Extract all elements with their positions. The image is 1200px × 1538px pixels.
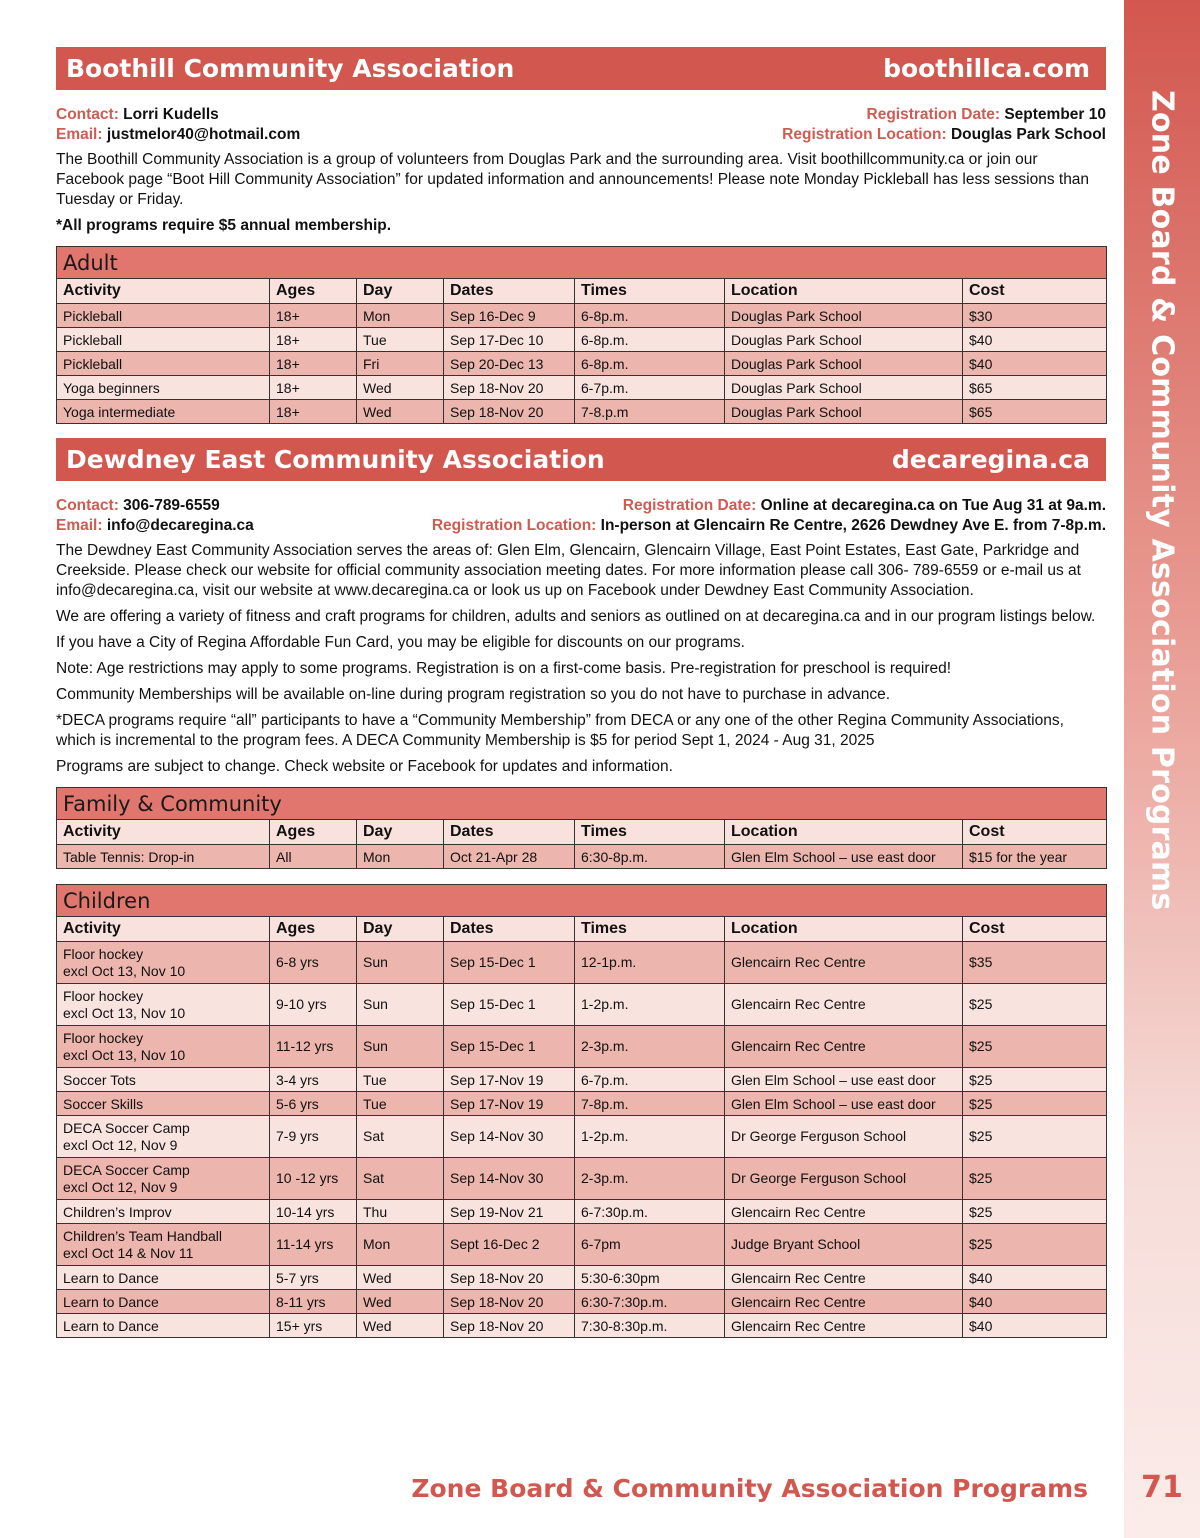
cell-times: 6-8p.m. [575,352,725,376]
cell-cost: $40 [963,352,1107,376]
table-row [57,1200,1107,1224]
cell-ages: All [270,845,357,869]
cell-location: Judge Bryant School [725,1224,963,1266]
column-header: Activity [57,820,270,845]
cell-dates: Sep 16-Dec 9 [444,304,575,328]
cell-day: Sat [357,1158,444,1200]
deca-paragraph: If you have a City of Regina Affordable Fun Card, you may be eligible for discounts on our programs. [56,634,745,651]
boothill-header [56,47,1106,90]
cell-dates: Sep 15-Dec 1 [444,1026,575,1068]
cell-cost: $25 [963,984,1107,1026]
table-row [57,1158,1107,1200]
cell-location: Douglas Park School [725,328,963,352]
cell-activity: Learn to Dance [57,1314,270,1338]
cell-ages: 18+ [270,376,357,400]
table-row [57,942,1107,984]
cell-day: Tue [357,328,444,352]
cell-location: Glencairn Rec Centre [725,1314,963,1338]
cell-location: Dr George Ferguson School [725,1116,963,1158]
cell-cost: $25 [963,1158,1107,1200]
activity-name: DECA Soccer Camp [63,1161,190,1178]
cell-times: 6-7p.m. [575,1068,725,1092]
cell-day: Wed [357,376,444,400]
activity-exclusions: excl Oct 14 & Nov 11 [63,1244,194,1261]
cell-dates: Sep 20-Dec 13 [444,352,575,376]
deca-header [56,438,1106,481]
deca-paragraph: We are offering a variety of fitness and craft programs for children, adults and seniors as outlined on at decaregina.ca and in our program listings below. [56,608,1096,625]
cell-cost: $30 [963,304,1107,328]
cell-times: 6-8p.m. [575,304,725,328]
deca-info [56,496,1106,536]
cell-location: Glen Elm School – use east door [725,845,963,869]
column-header: Location [725,820,963,845]
column-header: Day [357,820,444,845]
table-row [57,1224,1107,1266]
cell-times: 6-8p.m. [575,328,725,352]
cell-day: Sun [357,1026,444,1068]
children-program-table [56,884,1107,1338]
cell-activity [57,1116,270,1158]
cell-times: 7-8p.m. [575,1092,725,1116]
page-content [56,47,1106,1338]
column-header: Cost [963,820,1107,845]
cell-day: Sat [357,1116,444,1158]
cell-location: Douglas Park School [725,352,963,376]
cell-cost: $25 [963,1200,1107,1224]
boothill-description: The Boothill Community Association is a group of volunteers from Douglas Park and the surrounding area. Visit boothillcommunity.ca or join our Facebook page “Boot Hill Community Association” for updated information and announcements! Please note Monday Pickleball has less sessions than Tuesday or Friday. [56,151,1090,208]
cell-activity: Children’s Improv [57,1200,270,1224]
table-title: Children [57,885,1107,917]
column-header: Location [725,279,963,304]
deca-paragraph: *DECA programs require “all” participants to have a “Community Membership” from DECA or any one of the other Regina Community Associations, which is incremental to the program fees. A DECA Community Membership is $5 for period Sept 1, 2024 - Aug 31, 2025 [56,712,1064,749]
table-row [57,1314,1107,1338]
cell-location: Glencairn Rec Centre [725,1200,963,1224]
cell-ages: 18+ [270,328,357,352]
cell-ages: 5-7 yrs [270,1266,357,1290]
cell-location: Douglas Park School [725,304,963,328]
activity-name: Children’s Team Handball [63,1227,223,1244]
contact-value: Lorri Kudells [123,106,219,123]
cell-cost: $25 [963,1068,1107,1092]
cell-ages: 15+ yrs [270,1314,357,1338]
cell-cost: $40 [963,328,1107,352]
cell-activity: Pickleball [57,328,270,352]
cell-location: Glencairn Rec Centre [725,984,963,1026]
cell-dates: Sep 14-Nov 30 [444,1116,575,1158]
column-header: Dates [444,279,575,304]
activity-name: DECA Soccer Camp [63,1119,190,1136]
cell-day: Sun [357,942,444,984]
contact-value: 306-789-6559 [123,497,220,514]
column-header: Cost [963,279,1107,304]
reg-date-value: Online at decaregina.ca on Tue Aug 31 at 9a.m. [760,497,1106,514]
cell-location: Dr George Ferguson School [725,1158,963,1200]
cell-cost: $25 [963,1026,1107,1068]
cell-dates: Sep 18-Nov 20 [444,1290,575,1314]
reg-location-label: Registration Location: [431,517,597,534]
cell-dates: Sep 17-Nov 19 [444,1092,575,1116]
cell-activity [57,984,270,1026]
cell-day: Mon [357,304,444,328]
cell-dates: Sep 15-Dec 1 [444,942,575,984]
cell-day: Mon [357,1224,444,1266]
cell-location: Glencairn Rec Centre [725,1026,963,1068]
activity-exclusions: excl Oct 13, Nov 10 [63,1004,186,1021]
cell-times: 6-7pm [575,1224,725,1266]
table-row [57,1068,1107,1092]
column-header: Cost [963,917,1107,942]
cell-dates: Sep 17-Nov 19 [444,1068,575,1092]
cell-activity: Soccer Skills [57,1092,270,1116]
cell-cost: $25 [963,1116,1107,1158]
cell-ages: 6-8 yrs [270,942,357,984]
email-link[interactable]: info@decaregina.ca [106,517,254,534]
cell-cost: $65 [963,376,1107,400]
cell-cost: $35 [963,942,1107,984]
deca-name: Dewdney East Community Association [66,445,605,474]
cell-cost: $40 [963,1290,1107,1314]
table-row [57,845,1107,869]
cell-cost: $40 [963,1266,1107,1290]
cell-activity [57,1224,270,1266]
cell-ages: 9-10 yrs [270,984,357,1026]
reg-date-value: September 10 [1004,106,1106,123]
table-row [57,1290,1107,1314]
column-header: Location [725,917,963,942]
cell-cost: $65 [963,400,1107,424]
email-label: Email: [56,517,103,534]
table-row [57,376,1107,400]
page-number: 71 [1141,1470,1183,1505]
column-header: Dates [444,917,575,942]
cell-location: Douglas Park School [725,376,963,400]
cell-day: Fri [357,352,444,376]
cell-location: Glencairn Rec Centre [725,942,963,984]
reg-location-label: Registration Location: [782,126,947,143]
cell-activity: Yoga beginners [57,376,270,400]
cell-activity: Pickleball [57,304,270,328]
reg-location-value: Douglas Park School [950,126,1106,143]
activity-exclusions: excl Oct 12, Nov 9 [63,1136,178,1153]
cell-times: 7-8.p.m [575,400,725,424]
cell-ages: 18+ [270,352,357,376]
cell-dates: Sep 15-Dec 1 [444,984,575,1026]
table-title: Adult [57,247,1107,279]
cell-times: 6:30-7:30p.m. [575,1290,725,1314]
activity-name: Floor hockey [63,945,144,962]
cell-location: Glen Elm School – use east door [725,1092,963,1116]
cell-day: Wed [357,1266,444,1290]
cell-ages: 18+ [270,400,357,424]
deca-paragraph: The Dewdney East Community Association serves the areas of: Glen Elm, Glencairn, Glencairn Village, East Point Estates, East Gate, Parkridge and Creekside. Please check our website for official community association meeting dates. For more information please call 306- 789-6559 or e-mail us at info@decaregina.ca, visit our website at www.decaregina.ca or look us up on Facebook under Dewdney East Community Association. [56,542,1081,599]
cell-times: 1-2p.m. [575,1116,725,1158]
cell-location: Glencairn Rec Centre [725,1266,963,1290]
deca-description [56,541,1106,777]
cell-dates: Sep 18-Nov 20 [444,1266,575,1290]
table-row [57,328,1107,352]
boothill-name: Boothill Community Association [66,54,515,83]
activity-exclusions: excl Oct 12, Nov 9 [63,1178,178,1195]
family-program-table [56,787,1107,869]
table-row [57,400,1107,424]
cell-day: Sun [357,984,444,1026]
cell-cost: $25 [963,1224,1107,1266]
cell-location: Glencairn Rec Centre [725,1290,963,1314]
cell-day: Thu [357,1200,444,1224]
cell-day: Tue [357,1068,444,1092]
cell-cost: $25 [963,1092,1107,1116]
reg-date-label: Registration Date: [866,106,1001,123]
cell-times: 1-2p.m. [575,984,725,1026]
cell-dates: Sep 14-Nov 30 [444,1158,575,1200]
cell-dates: Sept 16-Dec 2 [444,1224,575,1266]
side-section-title: Zone Board & Community Association Programs [1144,90,1180,911]
cell-activity: Learn to Dance [57,1290,270,1314]
cell-dates: Sep 18-Nov 20 [444,400,575,424]
cell-cost: $40 [963,1314,1107,1338]
reg-location-value: In-person at Glencairn Re Centre, 2626 Dewdney Ave E. from 7-8p.m. [600,517,1106,534]
table-title: Family & Community [57,788,1107,820]
cell-times: 2-3p.m. [575,1026,725,1068]
cell-ages: 8-11 yrs [270,1290,357,1314]
column-header: Ages [270,917,357,942]
cell-location: Glen Elm School – use east door [725,1068,963,1092]
column-header: Times [575,917,725,942]
table-row [57,304,1107,328]
column-header: Day [357,279,444,304]
cell-dates: Sep 18-Nov 20 [444,376,575,400]
table-row [57,1026,1107,1068]
cell-day: Wed [357,1314,444,1338]
cell-times: 6:30-8p.m. [575,845,725,869]
activity-name: Floor hockey [63,1029,144,1046]
boothill-website-link[interactable]: boothillca.com [883,54,1090,83]
cell-ages: 10-14 yrs [270,1200,357,1224]
contact-label: Contact: [56,106,119,123]
deca-website-link[interactable]: decaregina.ca [891,445,1090,474]
cell-times: 7:30-8:30p.m. [575,1314,725,1338]
table-row [57,984,1107,1026]
cell-activity [57,942,270,984]
cell-activity: Pickleball [57,352,270,376]
cell-cost: $15 for the year [963,845,1107,869]
cell-times: 6-7p.m. [575,376,725,400]
cell-activity: Table Tennis: Drop-in [57,845,270,869]
cell-activity: Soccer Tots [57,1068,270,1092]
cell-ages: 10 -12 yrs [270,1158,357,1200]
table-row [57,1116,1107,1158]
activity-name: Floor hockey [63,987,144,1004]
column-header: Times [575,279,725,304]
column-header: Times [575,820,725,845]
activity-exclusions: excl Oct 13, Nov 10 [63,1046,186,1063]
cell-dates: Sep 18-Nov 20 [444,1314,575,1338]
activity-exclusions: excl Oct 13, Nov 10 [63,962,186,979]
column-header: Dates [444,820,575,845]
contact-label: Contact: [56,497,119,514]
cell-ages: 18+ [270,304,357,328]
cell-location: Douglas Park School [725,400,963,424]
table-row [57,352,1107,376]
cell-activity: Learn to Dance [57,1266,270,1290]
cell-dates: Sep 17-Dec 10 [444,328,575,352]
cell-day: Wed [357,1290,444,1314]
deca-paragraph: Programs are subject to change. Check website or Facebook for updates and information. [56,758,673,775]
footer-title: Zone Board & Community Association Programs [411,1474,1088,1503]
cell-dates: Oct 21-Apr 28 [444,845,575,869]
cell-dates: Sep 19-Nov 21 [444,1200,575,1224]
cell-times: 6-7:30p.m. [575,1200,725,1224]
adult-program-table [56,246,1107,424]
cell-ages: 5-6 yrs [270,1092,357,1116]
boothill-info [56,105,1106,145]
table-row [57,1266,1107,1290]
deca-paragraph: Note: Age restrictions may apply to some programs. Registration is on a first-come basis. Pre-registration for preschool is required! [56,660,952,677]
email-link[interactable]: justmelor40@hotmail.com [106,126,301,143]
column-header: Ages [270,279,357,304]
cell-ages: 7-9 yrs [270,1116,357,1158]
cell-day: Tue [357,1092,444,1116]
cell-day: Mon [357,845,444,869]
cell-ages: 11-12 yrs [270,1026,357,1068]
cell-activity [57,1158,270,1200]
column-header: Activity [57,917,270,942]
cell-activity: Yoga intermediate [57,400,270,424]
boothill-membership-note: *All programs require $5 annual membership. [56,217,392,234]
column-header: Activity [57,279,270,304]
cell-activity [57,1026,270,1068]
cell-times: 5:30-6:30pm [575,1266,725,1290]
reg-date-label: Registration Date: [622,497,757,514]
column-header: Ages [270,820,357,845]
cell-ages: 3-4 yrs [270,1068,357,1092]
cell-ages: 11-14 yrs [270,1224,357,1266]
cell-day: Wed [357,400,444,424]
table-row [57,1092,1107,1116]
cell-times: 12-1p.m. [575,942,725,984]
cell-times: 2-3p.m. [575,1158,725,1200]
email-label: Email: [56,126,103,143]
column-header: Day [357,917,444,942]
deca-paragraph: Community Memberships will be available on-line during program registration so you do not have to purchase in advance. [56,686,890,703]
